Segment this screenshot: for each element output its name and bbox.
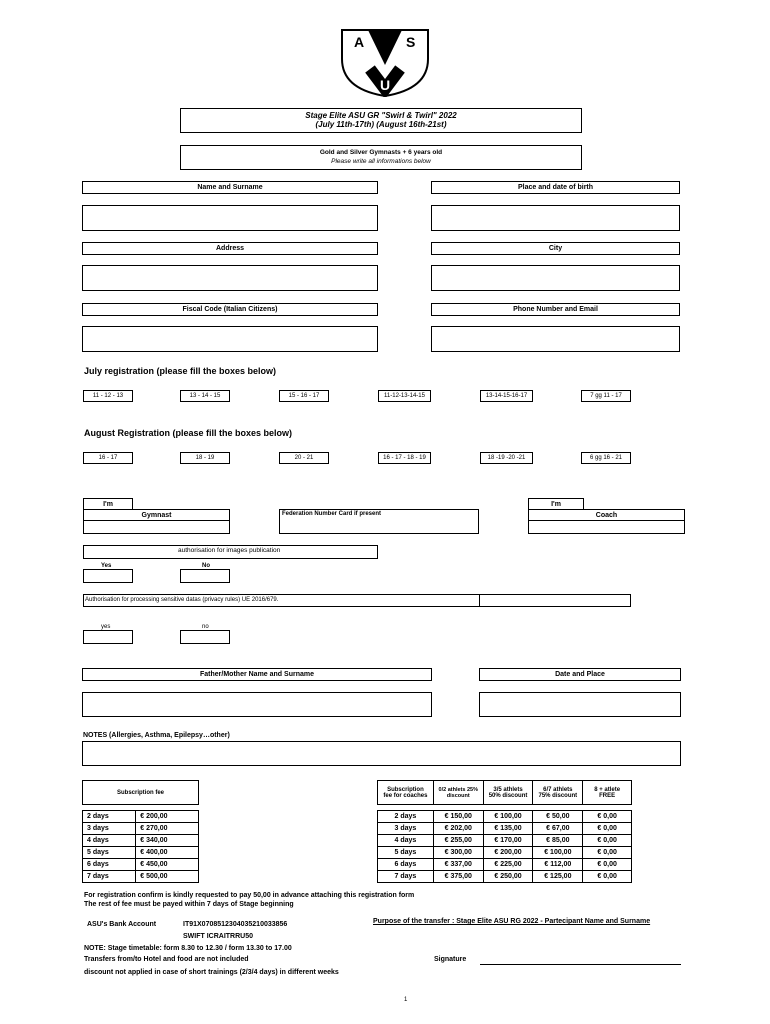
coach-fee: € 375,00 bbox=[433, 871, 483, 883]
logo-letter-u: U bbox=[380, 77, 391, 93]
august-heading: August Registration (please fill the boxes below) bbox=[84, 428, 293, 438]
iban-text: IT91X0708512304035210033856 bbox=[183, 921, 288, 928]
discount-25-header: 0/2 athlets 25% discount bbox=[433, 781, 483, 805]
fiscal-code-field[interactable] bbox=[82, 326, 378, 352]
subtitle-box bbox=[180, 145, 582, 170]
fee-amount: € 340,00 bbox=[136, 835, 199, 847]
july-option-6[interactable]: 7 gg 11 - 17 bbox=[581, 390, 631, 402]
privacy-no-label: no bbox=[202, 624, 209, 630]
table-row bbox=[378, 823, 632, 835]
fiscal-code-label: Fiscal Code (Italian Citizens) bbox=[82, 303, 378, 316]
logo-letter-s: S bbox=[406, 34, 416, 50]
coach-fee: € 85,00 bbox=[533, 835, 583, 847]
coach-fee: € 200,00 bbox=[483, 847, 533, 859]
timetable-note: NOTE: Stage timetable: form 8.30 to 12.30 / form 13.30 to 17.00 bbox=[84, 945, 292, 952]
table-row bbox=[378, 847, 632, 859]
parent-date-field[interactable] bbox=[479, 692, 681, 717]
coach-fee-table bbox=[377, 780, 632, 883]
coach-fee: € 0,00 bbox=[583, 871, 632, 883]
confirm-line-2: The rest of fee must be payed within 7 days of Stage beginning bbox=[84, 901, 294, 908]
coach-days: 5 days bbox=[378, 847, 434, 859]
city-field[interactable] bbox=[431, 265, 680, 291]
august-option-5[interactable]: 18 -19 -20 -21 bbox=[480, 452, 533, 464]
table-row bbox=[378, 871, 632, 883]
parent-date-label: Date and Place bbox=[479, 668, 681, 681]
coach-fee: € 125,00 bbox=[533, 871, 583, 883]
notes-field[interactable] bbox=[82, 741, 681, 766]
city-label: City bbox=[431, 242, 680, 255]
coach-fee: € 202,00 bbox=[433, 823, 483, 835]
coach-fee: € 0,00 bbox=[583, 847, 632, 859]
fee-amount: € 400,00 bbox=[136, 847, 199, 859]
asu-shield-icon bbox=[340, 27, 430, 97]
august-option-1[interactable]: 16 - 17 bbox=[83, 452, 133, 464]
name-field[interactable] bbox=[82, 205, 378, 231]
coach-label: Coach bbox=[528, 509, 685, 521]
fee-days: 4 days bbox=[83, 835, 136, 847]
images-yes-label: Yes bbox=[101, 563, 112, 569]
fee-days: 7 days bbox=[83, 871, 136, 883]
gymnast-checkbox[interactable] bbox=[83, 520, 230, 534]
table-row bbox=[83, 871, 199, 883]
coach-fee: € 170,00 bbox=[483, 835, 533, 847]
coach-fee: € 0,00 bbox=[583, 811, 632, 823]
subscription-fee-header: Subscription fee bbox=[83, 781, 199, 805]
name-label: Name and Surname bbox=[82, 181, 378, 194]
fee-days: 2 days bbox=[83, 811, 136, 823]
fee-days: 3 days bbox=[83, 823, 136, 835]
signature-line[interactable] bbox=[480, 964, 681, 965]
phone-email-field[interactable] bbox=[431, 326, 680, 352]
july-option-2[interactable]: 13 - 14 - 15 bbox=[180, 390, 230, 402]
fee-amount: € 500,00 bbox=[136, 871, 199, 883]
transfer-purpose: Purpose of the transfer : Stage Elite ASU RG 2022 - Partecipant Name and Surname bbox=[373, 918, 651, 925]
july-option-5[interactable]: 13-14-15-16-17 bbox=[480, 390, 533, 402]
im-label-coach: I'm bbox=[528, 498, 584, 510]
discount-75-header: 6/7 athlets 75% discount bbox=[533, 781, 583, 805]
images-no-label: No bbox=[202, 563, 210, 569]
table-row bbox=[83, 847, 199, 859]
coach-fee: € 250,00 bbox=[483, 871, 533, 883]
coach-days: 2 days bbox=[378, 811, 434, 823]
subtitle-line-2: Please write all informations below bbox=[331, 158, 431, 165]
coach-fee: € 255,00 bbox=[433, 835, 483, 847]
coach-fee: € 150,00 bbox=[433, 811, 483, 823]
images-yes-checkbox[interactable] bbox=[83, 569, 133, 583]
august-option-3[interactable]: 20 - 21 bbox=[279, 452, 329, 464]
address-field[interactable] bbox=[82, 265, 378, 291]
page-number: 1 bbox=[404, 997, 408, 1003]
bank-account-label: ASU's Bank Account bbox=[87, 921, 157, 928]
coach-fee: € 135,00 bbox=[483, 823, 533, 835]
subscription-fee-table bbox=[82, 780, 199, 883]
coach-checkbox[interactable] bbox=[528, 520, 685, 534]
fee-days: 6 days bbox=[83, 859, 136, 871]
fee-days: 5 days bbox=[83, 847, 136, 859]
coach-fee: € 300,00 bbox=[433, 847, 483, 859]
fee-amount: € 450,00 bbox=[136, 859, 199, 871]
images-auth-label: authorisation for images publication bbox=[178, 547, 281, 554]
privacy-label: Authorisation for processing sensitive datas (privacy rules) UE 2016/679. bbox=[85, 597, 279, 603]
coach-days: 7 days bbox=[378, 871, 434, 883]
coach-fee: € 0,00 bbox=[583, 835, 632, 847]
coach-fee: € 67,00 bbox=[533, 823, 583, 835]
august-option-2[interactable]: 18 - 19 bbox=[180, 452, 230, 464]
signature-label: Signature bbox=[434, 956, 467, 963]
swift-text: SWIFT ICRAITRRU50 bbox=[183, 933, 253, 940]
coach-fee: € 112,00 bbox=[533, 859, 583, 871]
table-row bbox=[378, 811, 632, 823]
transfers-note: Transfers from/to Hotel and food are not included bbox=[84, 956, 249, 963]
birth-label: Place and date of birth bbox=[431, 181, 680, 194]
august-option-4[interactable]: 16 - 17 - 18 - 19 bbox=[378, 452, 431, 464]
parent-name-field[interactable] bbox=[82, 692, 432, 717]
coach-fee: € 0,00 bbox=[583, 859, 632, 871]
confirm-line-1: For registration confirm is kindly requested to pay 50,00 in advance attaching this registration form bbox=[84, 892, 415, 899]
privacy-divider bbox=[479, 594, 480, 607]
table-row bbox=[378, 859, 632, 871]
logo-letter-a: A bbox=[354, 34, 365, 50]
table-row bbox=[83, 811, 199, 823]
title-line-2: (July 11th-17th) (August 16th-21st) bbox=[315, 120, 447, 129]
coach-days: 6 days bbox=[378, 859, 434, 871]
coach-fee: € 337,00 bbox=[433, 859, 483, 871]
privacy-yes-label: yes bbox=[101, 624, 111, 630]
fee-amount: € 270,00 bbox=[136, 823, 199, 835]
title-line-1: Stage Elite ASU GR "Swirl & Twirl" 2022 bbox=[305, 111, 457, 120]
discount-note: discount not applied in case of short trainings (2/3/4 days) in different weeks bbox=[84, 969, 339, 976]
title-box bbox=[180, 108, 582, 133]
fee-amount: € 200,00 bbox=[136, 811, 199, 823]
coach-fee: € 225,00 bbox=[483, 859, 533, 871]
privacy-no-checkbox[interactable] bbox=[180, 630, 230, 644]
table-row bbox=[83, 859, 199, 871]
august-option-6[interactable]: 6 gg 16 - 21 bbox=[581, 452, 631, 464]
address-label: Address bbox=[82, 242, 378, 255]
july-option-1[interactable]: 11 - 12 - 13 bbox=[83, 390, 133, 402]
july-option-4[interactable]: 11-12-13-14-15 bbox=[378, 390, 431, 402]
discount-50-header: 3/5 athlets 50% discount bbox=[483, 781, 533, 805]
subtitle-line-1: Gold and Silver Gymnasts + 6 years old bbox=[319, 149, 443, 156]
table-row bbox=[83, 835, 199, 847]
gymnast-label: Gymnast bbox=[83, 509, 230, 521]
parent-name-label: Father/Mother Name and Surname bbox=[82, 668, 432, 681]
asu-logo bbox=[340, 27, 430, 97]
notes-label: NOTES (Allergies, Asthma, Epilepsy…other) bbox=[83, 732, 230, 739]
privacy-yes-checkbox[interactable] bbox=[83, 630, 133, 644]
table-row bbox=[378, 835, 632, 847]
coach-days: 3 days bbox=[378, 823, 434, 835]
july-option-3[interactable]: 15 - 16 - 17 bbox=[279, 390, 329, 402]
july-heading: July registration (please fill the boxes below) bbox=[84, 366, 277, 376]
phone-email-label: Phone Number and Email bbox=[431, 303, 680, 316]
coach-fee-header: Subscription fee for coaches bbox=[378, 781, 434, 805]
im-label-gymnast: I'm bbox=[83, 498, 133, 510]
coach-fee: € 0,00 bbox=[583, 823, 632, 835]
coach-fee: € 100,00 bbox=[533, 847, 583, 859]
images-no-checkbox[interactable] bbox=[180, 569, 230, 583]
birth-field[interactable] bbox=[431, 205, 680, 231]
coach-fee: € 50,00 bbox=[533, 811, 583, 823]
table-row bbox=[83, 823, 199, 835]
coach-fee: € 100,00 bbox=[483, 811, 533, 823]
coach-days: 4 days bbox=[378, 835, 434, 847]
federation-card-label: Federation Number Card if present bbox=[282, 511, 382, 517]
free-header: 8 + atlete FREE bbox=[583, 781, 632, 805]
